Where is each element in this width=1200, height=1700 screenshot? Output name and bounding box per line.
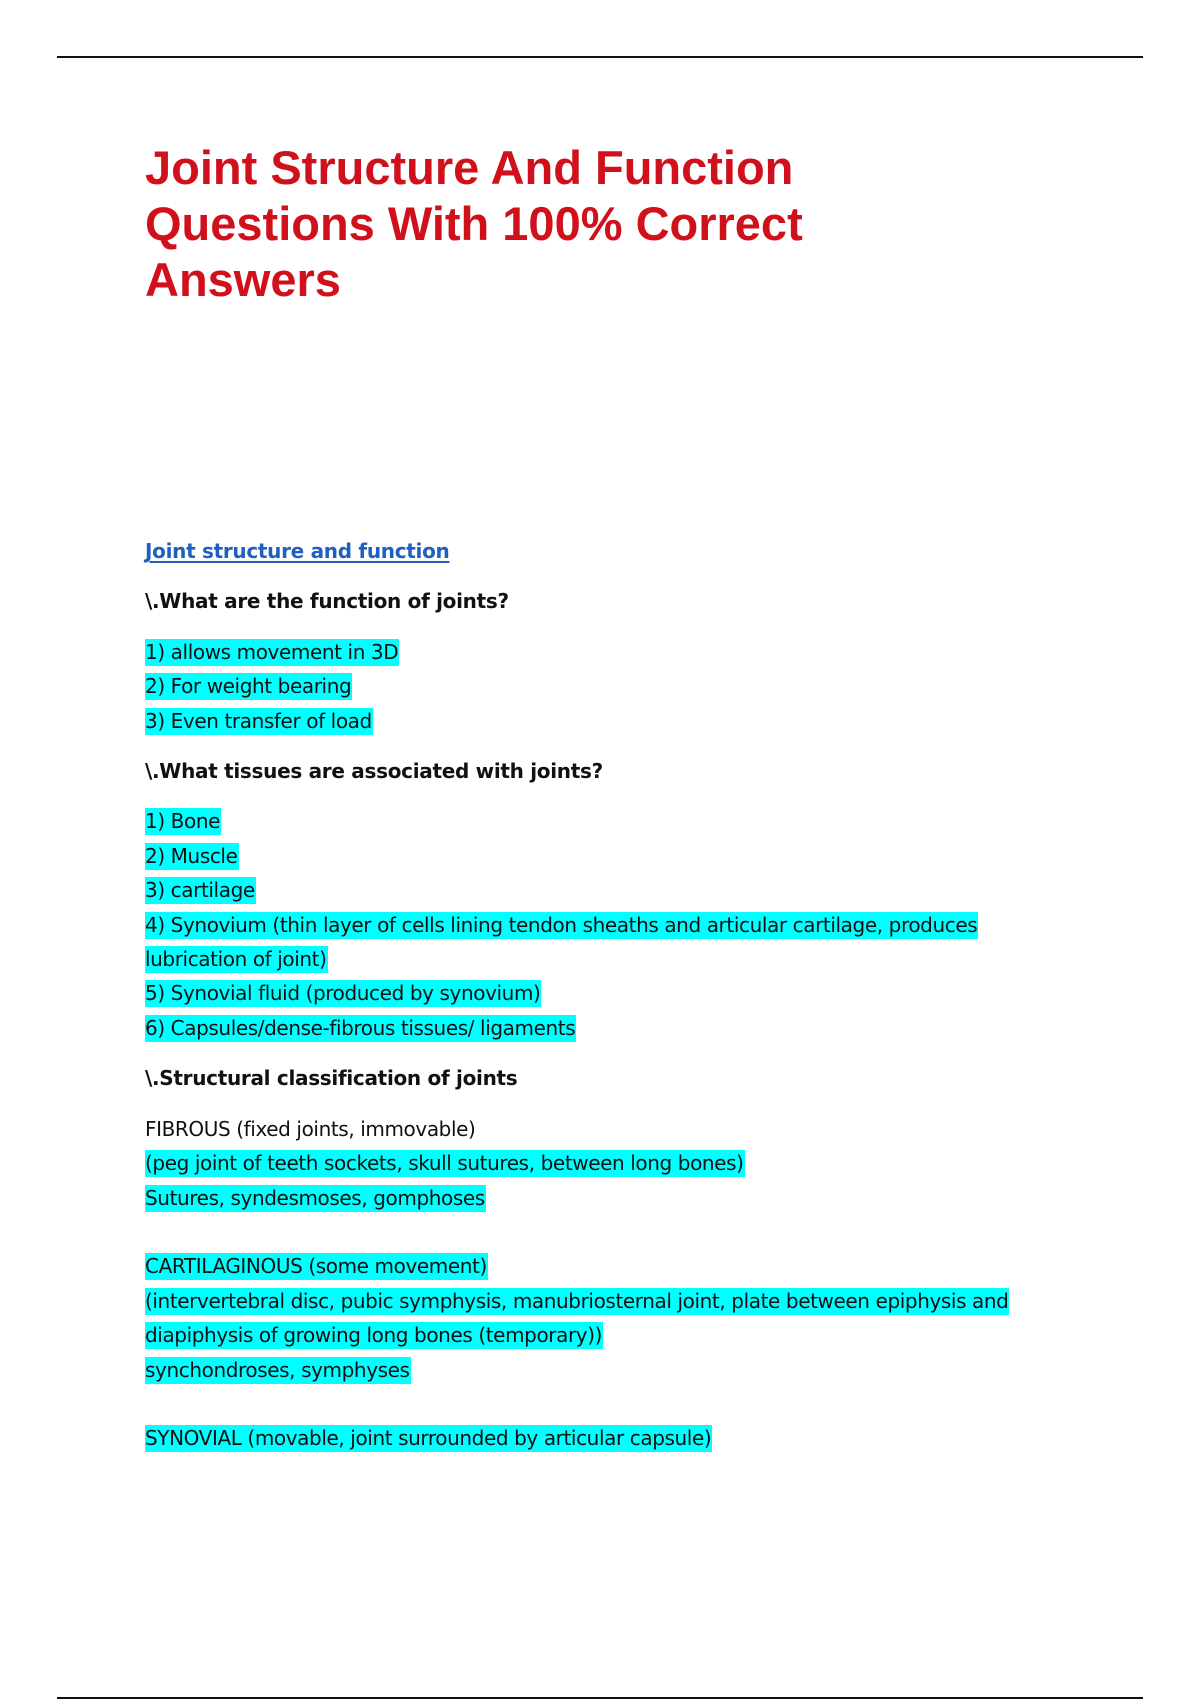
spacer: [145, 1387, 1075, 1421]
title-line-1: Joint Structure And Function: [145, 141, 794, 194]
list-item: [145, 1353, 1075, 1387]
spacer: [145, 1215, 1075, 1249]
list-item: [145, 804, 1075, 838]
answer-text: Sutures, syndesmoses, gomphoses: [145, 1185, 485, 1210]
answer-text: (intervertebral disc, pubic symphysis, manubriosternal joint, plate between epiphysis and diapiphysis of growing long bones (temporary)): [145, 1288, 1009, 1348]
list-item: [145, 839, 1075, 873]
list-item: [145, 669, 1075, 703]
answer-text: 2) For weight bearing: [145, 674, 352, 699]
question-1: \.What are the function of joints?: [145, 589, 509, 614]
bottom-rule: [57, 1697, 1143, 1699]
document-title: [145, 140, 1045, 308]
list-item: [145, 873, 1075, 907]
answer-text: 2) Muscle: [145, 843, 238, 868]
title-line-3: Answers: [145, 253, 341, 306]
answer-text: 5) Synovial fluid (produced by synovium): [145, 981, 541, 1006]
answer-text: FIBROUS (fixed joints, immovable): [145, 1116, 476, 1141]
question-3: \.Structural classification of joints: [145, 1066, 518, 1091]
document-body: [145, 534, 1075, 1456]
answer-text: synchondroses, symphyses: [145, 1357, 410, 1382]
answer-text: 1) Bone: [145, 809, 221, 834]
answer-text: CARTILAGINOUS (some movement): [145, 1254, 487, 1279]
answer-list-3: [145, 1112, 1075, 1456]
answer-text: 3) cartilage: [145, 878, 255, 903]
list-item: [145, 1421, 1075, 1455]
answer-text: 6) Capsules/dense-fibrous tissues/ ligaments: [145, 1015, 576, 1040]
answer-text: (peg joint of teeth sockets, skull sutures, between long bones): [145, 1151, 744, 1176]
answer-list-2: [145, 804, 1075, 1045]
title-block: [145, 140, 1045, 308]
answer-text: SYNOVIAL (movable, joint surrounded by articular capsule): [145, 1426, 712, 1451]
list-item: [145, 908, 1075, 977]
list-item: [145, 635, 1075, 669]
list-item: [145, 1249, 1075, 1283]
list-item: [145, 1181, 1075, 1215]
question-2: \.What tissues are associated with joints?: [145, 759, 603, 784]
title-line-2: Questions With 100% Correct: [145, 197, 803, 250]
list-item: [145, 1146, 1075, 1180]
answer-text: 4) Synovium (thin layer of cells lining tendon sheaths and articular cartilage, produces lubrication of joint): [145, 912, 978, 972]
list-item: [145, 976, 1075, 1010]
answer-text: 3) Even transfer of load: [145, 708, 372, 733]
answer-text: 1) allows movement in 3D: [145, 639, 399, 664]
list-item: [145, 704, 1075, 738]
fibrous-heading: [145, 1112, 1075, 1146]
answer-list-1: [145, 635, 1075, 738]
top-rule: [57, 56, 1143, 58]
list-item: [145, 1284, 1075, 1353]
list-item: [145, 1011, 1075, 1045]
section-link[interactable]: Joint structure and function: [145, 539, 450, 563]
